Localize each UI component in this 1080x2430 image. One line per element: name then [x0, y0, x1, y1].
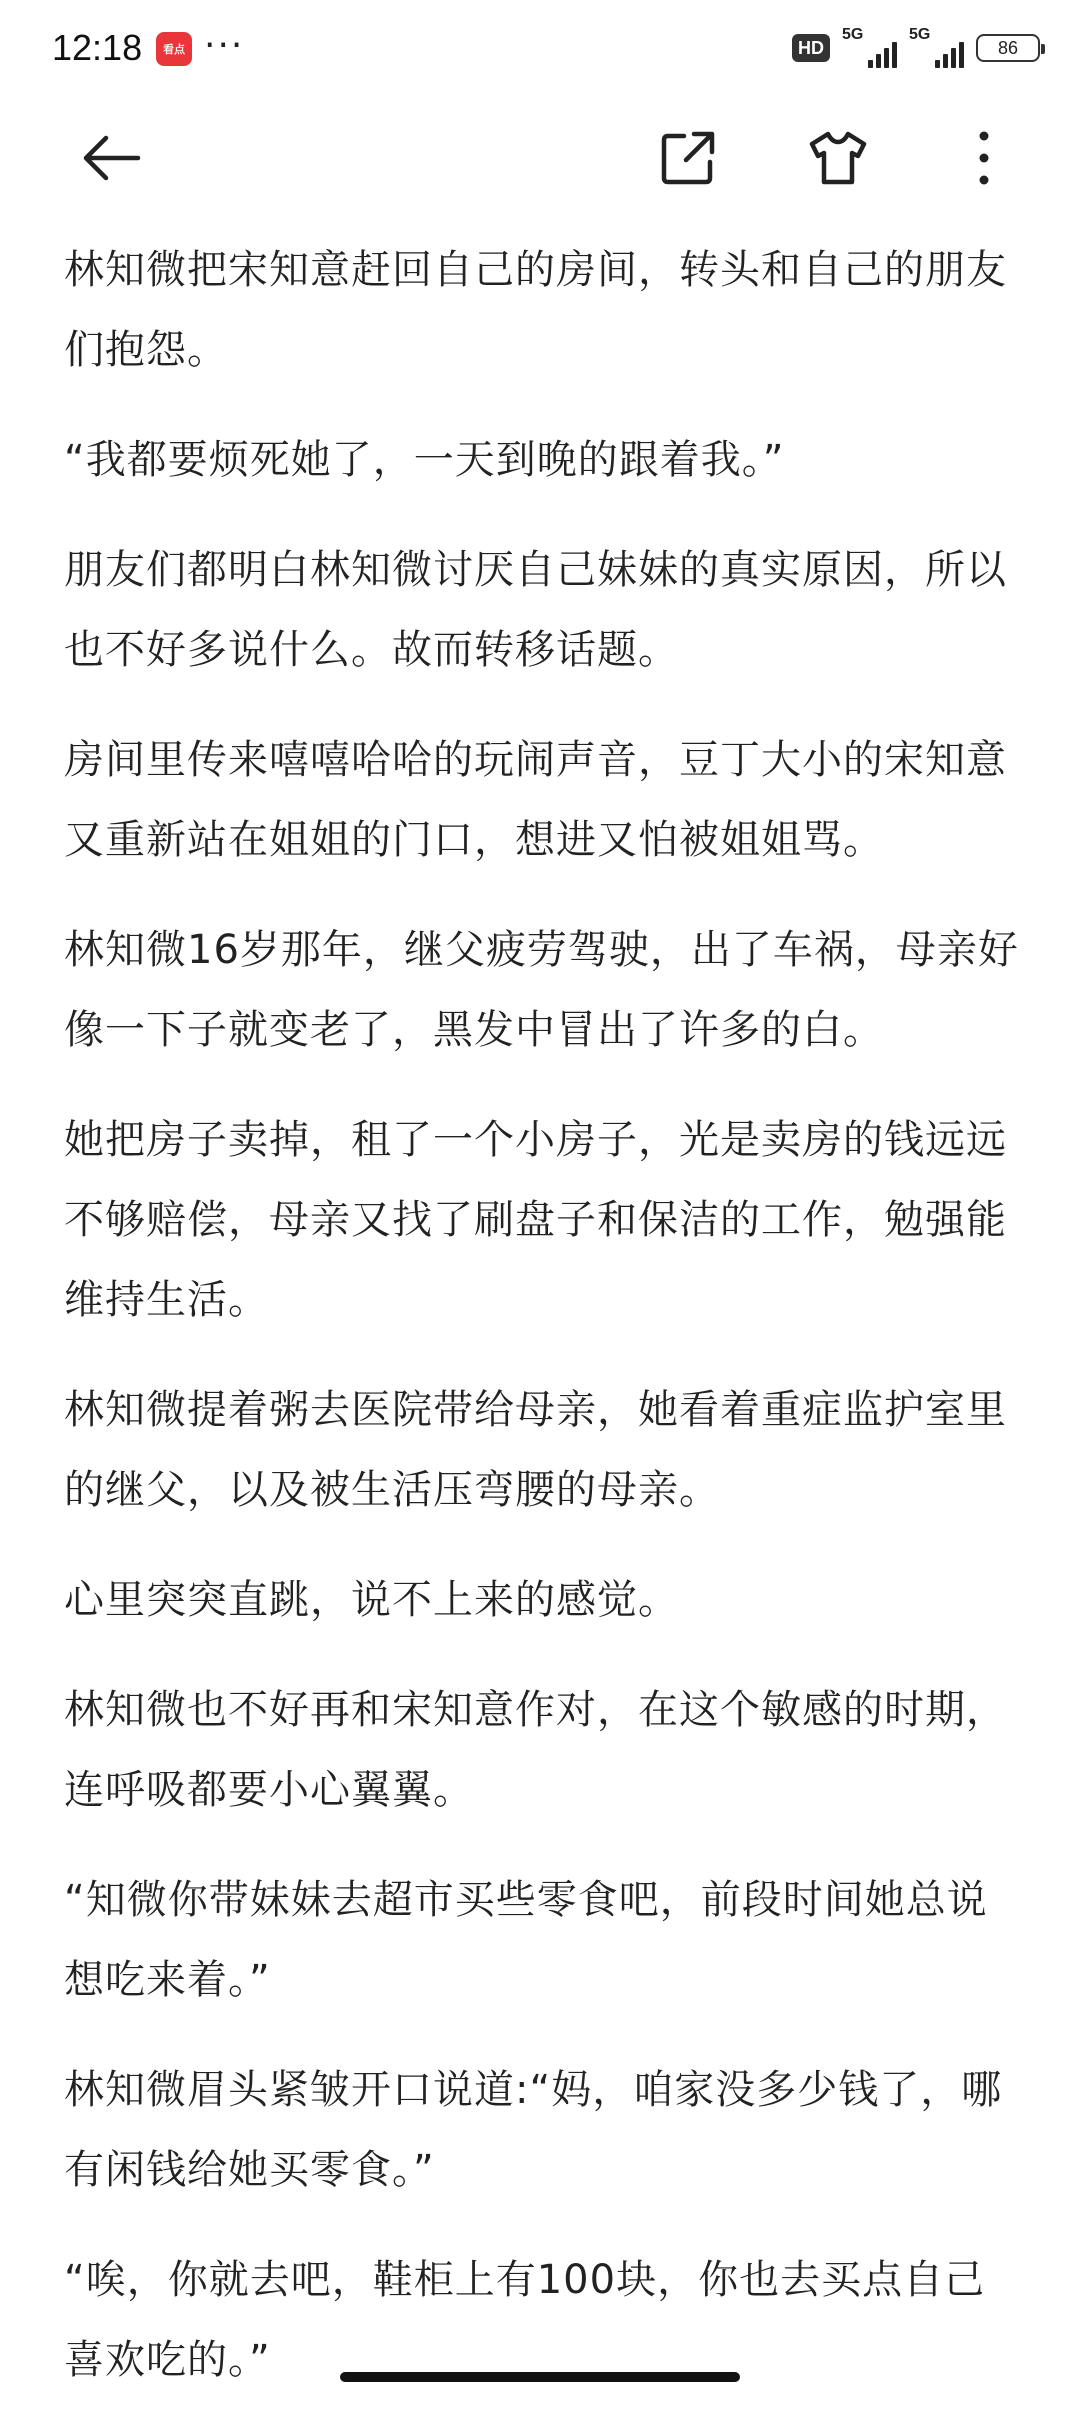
theme-button[interactable]	[790, 110, 886, 206]
paragraph: “唉，你就去吧，鞋柜上有100块，你也去买点自己喜欢吃的。”	[64, 2257, 986, 2383]
more-options-button[interactable]	[936, 110, 1032, 206]
paragraph: 林知微16岁那年，继父疲劳驾驶，出了车祸，母亲好像一下子就变老了，黑发中冒出了许多的白。	[64, 927, 1019, 1053]
battery-level: 86	[997, 37, 1019, 58]
back-button[interactable]	[64, 110, 160, 206]
signal-icon-1	[842, 28, 897, 68]
network-type-label-2: 5G	[909, 26, 931, 43]
article-content	[64, 230, 1024, 2430]
status-bar	[0, 0, 1080, 96]
paragraph: 房间里传来嘻嘻哈哈的玩闹声音，豆丁大小的宋知意又重新站在姐姐的门口，想进又怕被姐姐骂。	[64, 737, 1007, 863]
network-type-label-1: 5G	[842, 26, 864, 43]
paragraph: 心里突突直跳，说不上来的感觉。	[64, 1577, 679, 1623]
paragraph: 林知微也不好再和宋知意作对，在这个敏感的时期，连呼吸都要小心翼翼。	[64, 1687, 1007, 1813]
home-indicator[interactable]	[340, 2372, 740, 2382]
arrow-left-icon	[80, 126, 144, 190]
paragraph: “知微你带妹妹去超市买些零食吧，前段时间她总说想吃来着。”	[64, 1877, 988, 2003]
paragraph: 她把房子卖掉，租了一个小房子，光是卖房的钱远远不够赔偿，母亲又找了刷盘子和保洁的工作，勉强能维持生活。	[64, 1117, 1007, 1323]
status-time: 12:18	[52, 27, 143, 68]
paragraph: “我都要烦死她了，一天到晚的跟着我。”	[64, 437, 785, 483]
paragraph: 林知微眉头紧皱开口说道:“妈，咱家没多少钱了，哪有闲钱给她买零食。”	[64, 2067, 1003, 2193]
tshirt-icon	[806, 128, 870, 188]
reader-toolbar	[0, 110, 1080, 210]
paragraph: 朋友们都明白林知微讨厌自己妹妹的真实原因，所以也不好多说什么。故而转移话题。	[64, 547, 1007, 673]
battery-icon	[976, 34, 1040, 62]
external-share-icon	[658, 128, 718, 188]
app-notification-icon: 看点	[156, 32, 192, 66]
status-indicators	[792, 28, 1040, 68]
signal-icon-2	[909, 28, 964, 68]
hd-voice-icon: HD	[792, 34, 830, 62]
paragraph: 林知微把宋知意赶回自己的房间，转头和自己的朋友们抱怨。	[64, 247, 1007, 373]
paragraph: 林知微提着粥去医院带给母亲，她看着重症监护室里的继父，以及被生活压弯腰的母亲。	[64, 1387, 1007, 1513]
more-notifications-icon: ···	[204, 25, 245, 66]
share-button[interactable]	[640, 110, 736, 206]
vertical-dots-icon	[974, 128, 994, 188]
